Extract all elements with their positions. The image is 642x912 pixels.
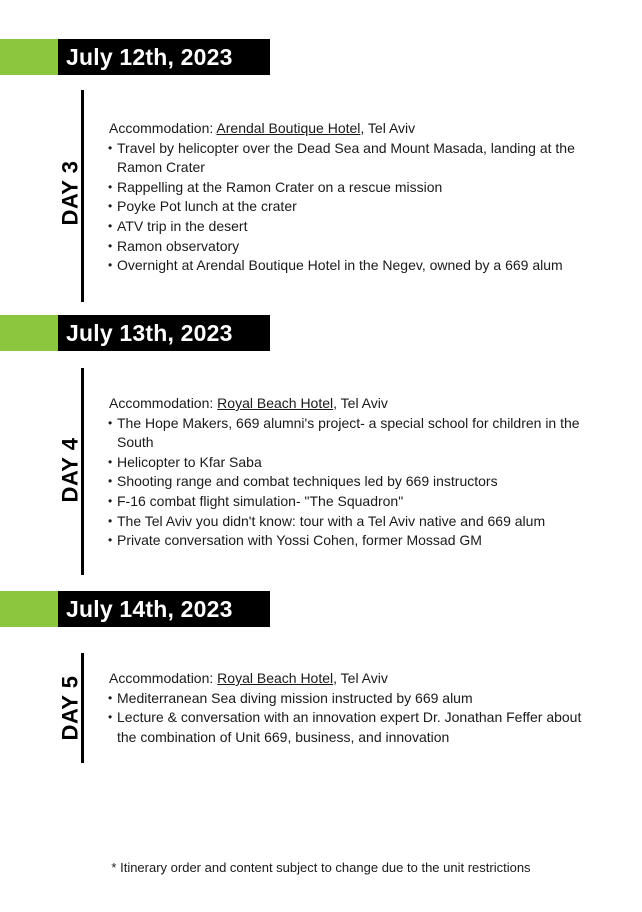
hotel-location: , Tel Aviv xyxy=(333,670,388,686)
hotel-link[interactable]: Arendal Boutique Hotel xyxy=(216,120,361,136)
date-header xyxy=(0,39,270,75)
day-content xyxy=(109,669,599,747)
accommodation-line xyxy=(109,394,599,414)
list-item: • Rappelling at the Ramon Crater on a rescue mission xyxy=(109,178,599,198)
hotel-location: , Tel Aviv xyxy=(333,395,388,411)
list-item: • F-16 combat flight simulation- "The Squadron" xyxy=(109,492,599,512)
accommodation-label: Accommodation: xyxy=(109,670,214,686)
day-label xyxy=(54,153,86,233)
day-label-text: DAY 3 xyxy=(57,160,83,226)
list-item: • Shooting range and combat techniques led by 669 instructors xyxy=(109,472,599,492)
list-item: • ATV trip in the desert xyxy=(109,217,599,237)
list-item: • Overnight at Arendal Boutique Hotel in the Negev, owned by a 669 alum xyxy=(109,256,599,276)
activity-list xyxy=(109,689,599,748)
list-item: • Ramon observatory xyxy=(109,237,599,257)
list-item: • Lecture & conversation with an innovation expert Dr. Jonathan Feffer about the combination of Unit 669, business, and innovation xyxy=(109,708,599,747)
day-label-text: DAY 4 xyxy=(57,437,83,503)
accommodation-line xyxy=(109,669,599,689)
list-item: • The Tel Aviv you didn't know: tour with a Tel Aviv native and 669 alum xyxy=(109,512,599,532)
day-content xyxy=(109,394,599,551)
date-header-text: July 14th, 2023 xyxy=(66,596,233,622)
hotel-link[interactable]: Royal Beach Hotel xyxy=(217,395,334,411)
list-item: • Travel by helicopter over the Dead Sea and Mount Masada, landing at the Ramon Crater xyxy=(109,139,599,178)
list-item: • Poyke Pot lunch at the crater xyxy=(109,197,599,217)
day-label xyxy=(54,430,86,510)
accommodation-label: Accommodation: xyxy=(109,120,214,136)
accommodation-line xyxy=(109,119,599,139)
list-item: • Mediterranean Sea diving mission instructed by 669 alum xyxy=(109,689,599,709)
date-header xyxy=(0,315,270,351)
list-item: • Helicopter to Kfar Saba xyxy=(109,453,599,473)
day-label xyxy=(54,668,86,748)
activity-list xyxy=(109,139,599,276)
date-header-accent xyxy=(0,315,58,351)
list-item: • Private conversation with Yossi Cohen, former Mossad GM xyxy=(109,531,599,551)
list-item: • The Hope Makers, 669 alumni's project- a special school for children in the South xyxy=(109,414,599,453)
date-header xyxy=(0,591,270,627)
date-header-text: July 12th, 2023 xyxy=(66,44,233,70)
date-header-accent xyxy=(0,39,58,75)
activity-list xyxy=(109,414,599,551)
day-label-text: DAY 5 xyxy=(57,675,83,741)
accommodation-label: Accommodation: xyxy=(109,395,214,411)
day-content xyxy=(109,119,599,276)
footnote: * Itinerary order and content subject to change due to the unit restrictions xyxy=(111,860,531,875)
date-header-accent xyxy=(0,591,58,627)
hotel-link[interactable]: Royal Beach Hotel xyxy=(217,670,334,686)
date-header-text: July 13th, 2023 xyxy=(66,320,233,346)
hotel-location: , Tel Aviv xyxy=(360,120,416,136)
